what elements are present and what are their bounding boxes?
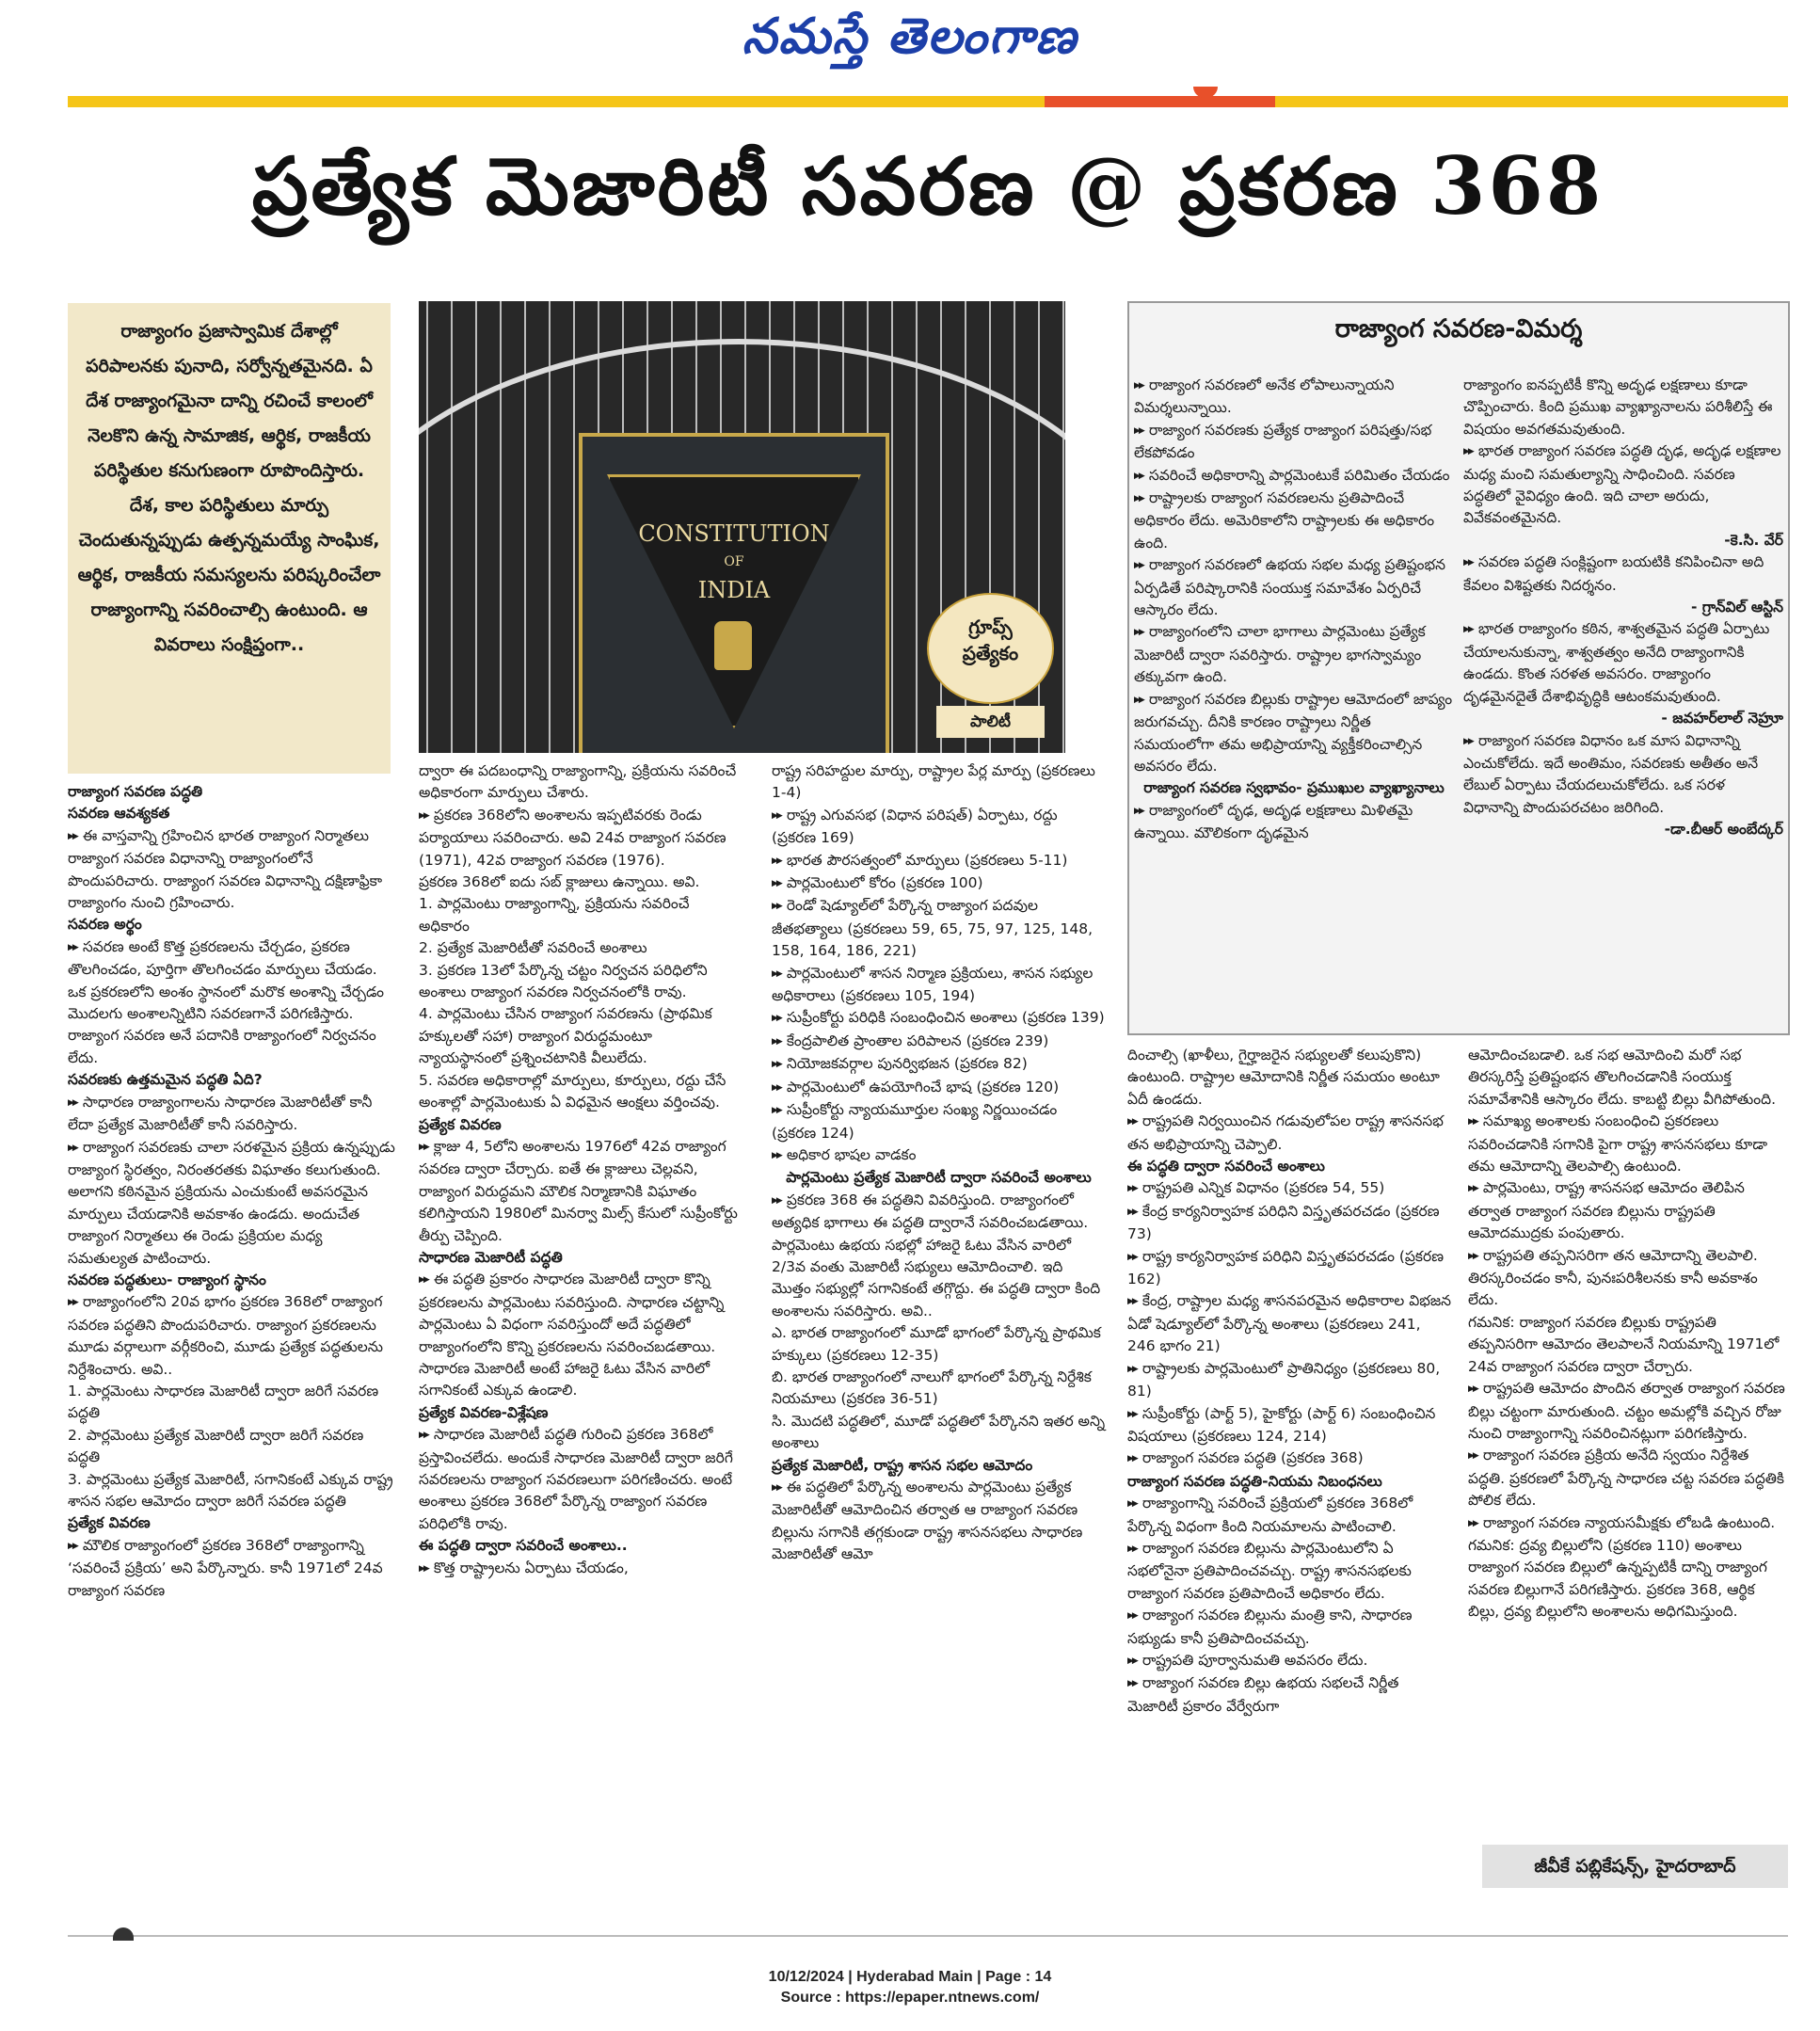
paragraph: ▶▶ సవరణ అంటే కొత్త ప్రకరణలను చేర్చడం, ప్రకరణ తొలగించడం, పూర్తిగా తొలగించడం మార్పులు చేయడం. ఒక ప్రకరణలోని అంశం స్థానంలో మరొక అంశాన్ని చేర్చడం మొదలగు అంశాలన్నిటిని సవరణగానే పరిగణిస్తారు. రాజ్యాంగ సవరణ అనే పదానికి రాజ్యాంగంలో నిర్వచనం లేదు. (68, 936, 397, 1069)
section-heading: ప్రత్యేక మెజారిటీ, రాష్ట్ర శాసన సభల ఆమోదం (772, 1456, 1033, 1474)
paragraph: ▶▶ క్లాజు 4, 5లోని అంశాలను 1976లో 42వ రాజ్యాంగ సవరణ ద్వారా చేర్చారు. ఐతే ఈ క్లాజులు చెల్లవని, రాజ్యాంగ విరుద్ధమని మౌలిక నిర్మాణానికి విఘాతం కలిగిస్తాయని 1980లో మినర్వా మిల్స్ కేసులో సుప్రీంకోర్టు తీర్పు చెప్పింది. (419, 1136, 739, 1247)
groups-badge (927, 593, 1054, 744)
paragraph: 3. పార్లమెంటు ప్రత్యేక మెజారిటీ, సగానికంటే ఎక్కువ రాష్ట్ర శాసన సభల ఆమోదం ద్వారా జరిగే సవరణ పద్ధతి (68, 1470, 393, 1510)
paragraph: ▶▶ సుప్రీంకోర్టు (పార్ట్ 5), హైకోర్టు (పార్ట్ 6) సంబంధించిన విషయాలు (ప్రకరణలు 124, 214) (1127, 1403, 1452, 1448)
article-column-3 (772, 760, 1106, 1566)
section-heading: పార్లమెంటు ప్రత్యేక మెజారిటీ ద్వారా సవరించే అంశాలు (786, 1169, 1092, 1187)
paragraph: ద్వారా ఈ పదబంధాన్ని రాజ్యాంగాన్ని, ప్రక్రియను సవరించే అధికారంగా మార్పులు చేశారు. (419, 762, 737, 802)
paragraph: ▶▶ కొత్త రాష్ట్రాలను ఏర్పాటు చేయడం, (419, 1558, 739, 1580)
paragraph: గమనిక: రాజ్యాంగ సవరణ బిల్లుకు రాష్ట్రపతి తప్పనిసరిగా ఆమోదం తెలపాలనే నియమాన్ని 1971లో 24వ రాజ్యాంగ సవరణ ద్వారా చేర్చారు. (1468, 1313, 1780, 1375)
sidebar-column-2 (1463, 375, 1783, 841)
badge-subject: పాలిటీ (936, 706, 1045, 738)
paragraph: - జవహర్‌లాల్ నెహ్రూ (1661, 710, 1783, 728)
paragraph: ▶▶ నియోజకవర్గాల పునర్విభజన (ప్రకరణ 82) (772, 1053, 1106, 1076)
paragraph: ▶▶ రాష్ట్రపతి నిర్వయించిన గడువులోపల రాష్ట్ర శాసనసభ తన అభిప్రాయాన్ని చెప్పాలి. (1127, 1111, 1452, 1156)
section-heading: ప్రత్యేక వివరణ (68, 1514, 151, 1532)
paragraph: ▶▶ ప్రకరణ 368 ఈ పద్ధతిని వివరిస్తుంది. రాజ్యాంగంలో అత్యధిక భాగాలు ఈ పద్ధతి ద్వారానే సవరించబడతాయి. పార్లమెంటు ఉభయ సభల్లో హాజరై ఓటు వేసిన వారిలో 2/3వ వంతు మెజారిటీ సభ్యులు ఆమోదించాలి. ఇది మొత్తం సభ్యుల్లో సగానికంటే తగ్గొద్దు. ఈ పద్ధతి ద్వారా కింది అంశాలను సవరిస్తారు. అవి.. (772, 1190, 1106, 1322)
intro-box: రాజ్యాంగం ప్రజాస్వామిక దేశాల్లో పరిపాలనకు పునాది, సర్వోన్నతమైనది. ఏ దేశ రాజ్యాంగమైనా దాన్ని రచించే కాలంలో నెలకొని ఉన్న సామాజిక, ఆర్థిక, రాజకీయ పరిస్థితుల కనుగుణంగా రూపొందిస్తారు. దేశ, కాల పరిస్థితులు మార్పు చెందుతున్నప్పుడు ఉత్పన్నమయ్యే సాంఘిక, ఆర్థిక, రాజకీయ సమస్యలను పరిష్కరించేలా రాజ్యాంగాన్ని సవరించాల్సి ఉంటుంది. ఆ వివరాలు సంక్షిప్తంగా.. (68, 303, 391, 774)
article-column-4 (1127, 1045, 1452, 1718)
paragraph: ▶▶ రాష్ట్రాలకు పార్లమెంటులో ప్రాతినిధ్యం (ప్రకరణలు 80, 81) (1127, 1358, 1452, 1403)
paragraph: ▶▶ కేంద్ర, రాష్ట్రాల మధ్య శాసనపరమైన అధికారాల విభజన ఏడో షెడ్యూల్‌లో పేర్కొన్న అంశాలు (ప్రకరణలు 241, 246 భాగం 21) (1127, 1290, 1452, 1357)
header-rule-accent (1045, 96, 1275, 107)
paragraph: ▶▶ రాజ్యాంగంలో దృఢ, అదృఢ లక్షణాలు మిళితమై ఉన్నాయి. మౌలికంగా దృఢమైన (1134, 800, 1454, 845)
footer-marker (113, 1927, 134, 1941)
paragraph: ▶▶ భారత రాజ్యాంగం కఠిన, శాశ్వతమైన పద్ధతి ఏర్పాటు చేయాలనుకున్నా, శాశ్వతత్వం అనేది రాజ్యాంగానికి ఉండదు. కొంత సరళత అవసరం. రాజ్యాంగం దృఢమైనదైతే దేశాభివృద్ధికి ఆటంకమవుతుంది. (1463, 618, 1783, 708)
paragraph: ▶▶ రాష్ట్ర ఎగువసభ (విధాన పరిషత్) ఏర్పాటు, రద్దు (ప్రకరణ 169) (772, 805, 1106, 850)
paragraph: దించాల్సి (ఖాళీలు, గైర్హాజరైన సభ్యులతో కలుపుకొని) ఉంటుంది. రాష్ట్రాల ఆమోదానికి నిర్ణీత సమయం అంటూ ఏదీ ఉండదు. (1127, 1047, 1440, 1108)
paragraph: ▶▶ రాజ్యాంగ సవరణ న్యాయసమీక్షకు లోబడి ఉంటుంది. (1468, 1512, 1790, 1535)
paragraph: ▶▶ రాజ్యాంగ సవరణలో అనేక లోపాలున్నాయని విమర్శలున్నాయి. (1134, 375, 1454, 420)
paragraph: 1. పార్లమెంటు రాజ్యాంగాన్ని, ప్రక్రియను సవరించే అధికారం (419, 895, 690, 935)
paragraph: ▶▶ మౌలిక రాజ్యాంగంలో ప్రకరణ 368లో రాజ్యాంగాన్ని ‘సవరించే ప్రక్రియ’ అని పేర్కొన్నారు. కానీ 1971లో 24వ రాజ్యాంగ సవరణ (68, 1535, 397, 1602)
paragraph: ప్రకరణ 368లో ఐదు సబ్ క్లాజులు ఉన్నాయి. అవి. (419, 873, 700, 891)
page-headline: ప్రత్యేక మెజారిటీ సవరణ @ ప్రకరణ 368 (251, 139, 1604, 232)
paragraph: ▶▶ కేంద్ర కార్యనిర్వాహక పరిధిని విస్తృతపరచడం (ప్రకరణ 73) (1127, 1201, 1452, 1246)
paragraph: ▶▶ పార్లమెంటులో శాసన నిర్మాణ ప్రక్రియలు, శాసన సభ్యుల అధికారాలు (ప్రకరణలు 105, 194) (772, 963, 1106, 1008)
constitution-book (579, 433, 889, 753)
paragraph: ▶▶ అధికార భాషల వాడకం (772, 1144, 1106, 1167)
publisher-credit: జీవీకే పబ్లికేషన్స్, హైదరాబాద్ (1482, 1845, 1788, 1888)
paragraph: సి. మొదటి పద్ధతిలో, మూడో పద్ధతిలో పేర్కొనని ఇతర అన్ని అంశాలు (772, 1412, 1106, 1452)
footer-rule (68, 1935, 1788, 1937)
sidebar-column-1 (1134, 375, 1454, 845)
paragraph: ▶▶ ఈ పద్ధతిలో పేర్కొన్న అంశాలను పార్లమెంటు ప్రత్యేక మెజారిటీతో ఆమోదించిన తర్వాత ఆ రాజ్యాంగ సవరణ బిల్లును సగానికి తగ్గకుండా రాష్ట్ర శాసనసభలు సాధారణ మెజారిటీతో ఆమో (772, 1477, 1106, 1566)
paragraph: ▶▶ రాష్ట్రపతి తప్పనిసరిగా తన ఆమోదాన్ని తెలపాలి. తిరస్కరించడం కానీ, పునఃపరిశీలనకు కానీ అవకాశం లేదు. (1468, 1245, 1790, 1312)
paragraph: ▶▶ రాజ్యాంగ సవరణకు ప్రత్యేక రాజ్యాంగ పరిషత్తు/సభ లేకపోవడం (1134, 420, 1454, 465)
paragraph: 5. సవరణ అధికారాల్లో మార్పులు, కూర్పులు, రద్దు చేసే అంశాల్లో పార్లమెంటుకు ఏ విధమైన ఆంక్షలు వర్తించవు. (419, 1071, 726, 1111)
book-title-of: OF (724, 554, 744, 569)
sidebar-title: రాజ్యాంగ సవరణ-విమర్శ (1334, 314, 1583, 344)
paragraph: ▶▶ సుప్రీంకోర్టు న్యాయమూర్తుల సంఖ్య నిర్ణయించడం (ప్రకరణ 124) (772, 1099, 1106, 1144)
section-heading: సాధారణ మెజారిటీ పద్ధతి (419, 1248, 563, 1266)
book-title-country: INDIA (697, 577, 771, 603)
paragraph: రాజ్యాంగం ఐనప్పటికీ కొన్ని అదృఢ లక్షణాలు కూడా చొప్పించారు. కింది ప్రముఖ వ్యాఖ్యానాలను పరిశీలిస్తే ఈ విషయం అవగతమవుతుంది. (1463, 376, 1773, 438)
paragraph: గమనిక: ద్రవ్య బిల్లులోని (ప్రకరణ 110) అంశాలు రాజ్యాంగ సవరణ బిల్లులో ఉన్నప్పటికీ దాన్ని రాజ్యాంగ సవరణ బిల్లుగానే పరిగణిస్తారు. ప్రకరణ 368, ఆర్థిక బిల్లు, ద్రవ్య బిల్లులోని అంశాలను అధిగమిస్తుంది. (1468, 1536, 1767, 1621)
book-title-line: CONSTITUTION (638, 520, 830, 547)
paragraph: ▶▶ ప్రకరణ 368లోని అంశాలను ఇప్పటివరకు రెండు పర్యాయాలు సవరించారు. అవి 24వ రాజ్యాంగ సవరణ (1971), 42వ రాజ్యాంగ సవరణ (1976). (419, 805, 739, 872)
paragraph: - గ్రాన్‌విల్ ఆస్టిన్ (1691, 599, 1783, 616)
section-heading: సవరణ పద్ధతులు- రాజ్యాంగ స్థానం (68, 1271, 266, 1288)
masthead-logo: నమస్తే తెలంగాణ (742, 8, 1078, 65)
paragraph: 4. పార్లమెంటు చేసిన రాజ్యాంగ సవరణను (ప్రాథమిక హక్కులతో సహా) రాజ్యాంగ విరుద్ధమంటూ న్యాయస్థానంలో ప్రశ్నించటానికి వీలులేదు. (419, 1005, 712, 1067)
footer-edition: 10/12/2024 | Hyderabad Main | Page : 14 (768, 1969, 1052, 1985)
section-heading: ప్రత్యేక వివరణ (419, 1115, 502, 1133)
paragraph: ▶▶ రాష్ట్రాలకు రాజ్యాంగ సవరణలను ప్రతిపాదించే అధికారం లేదు. అమెరికాలోని రాష్ట్రాలకు ఈ అధికారం ఉంది. (1134, 488, 1454, 554)
badge-line-1: గ్రూప్స్ (968, 616, 1013, 638)
paragraph: -డా.బీఆర్ అంబేద్కర్ (1664, 821, 1783, 839)
paragraph: ▶▶ సాధారణ మెజారిటీ పద్ధతి గురించి ప్రకరణ 368లో ప్రస్తావించలేదు. అందుకే సాధారణ మెజారిటీ ద్వారా జరిగే సవరణలను రాజ్యాంగ సవరణలుగా పరిగణించరు. అంటే అంశాలు ప్రకరణ 368లో పేర్కొన్న రాజ్యాంగ సవరణ పరిధిలోకి రావు. (419, 1424, 739, 1535)
article-column-5 (1468, 1045, 1790, 1623)
section-heading: రాజ్యాంగ సవరణ స్వభావం- ప్రముఖుల వ్యాఖ్యానాలు (1143, 779, 1445, 797)
paragraph: ▶▶ పార్లమెంటు, రాష్ట్ర శాసనసభ ఆమోదం తెలిపిన తర్వాత రాజ్యాంగ సవరణ బిల్లును రాష్ట్రపతి ఆమోదముద్రకు పంపుతారు. (1468, 1177, 1790, 1244)
header-rule (68, 96, 1788, 107)
paragraph: ▶▶ రాజ్యాంగ సవరణ బిల్లుకు రాష్ట్రాల ఆమోదంలో జాప్యం జరుగవచ్చు. దీనికి కారణం రాష్ట్రాలు నిర్ణీత సమయంలోగా తమ అభిప్రాయాన్ని వ్యక్తీకరించాల్సిన అవసరం లేదు. (1134, 689, 1454, 778)
paragraph: ▶▶ సవరణ పద్ధతి సంక్లిష్టంగా బయటికి కనిపించినా అది కేవలం విశిష్టతకు నిదర్శనం. (1463, 552, 1783, 597)
section-heading: ప్రత్యేక వివరణ-విశ్లేషణ (419, 1403, 549, 1421)
paragraph: ▶▶ రాజ్యాంగ సవరణలో ఉభయ సభల మధ్య ప్రతిష్టంభన ఏర్పడితే పరిష్కారానికి సంయుక్త సమావేశం ఏర్పరిచే ఆస్కారం లేదు. (1134, 554, 1454, 621)
section-heading: ఈ పద్ధతి ద్వారా సవరించే అంశాలు (1127, 1158, 1325, 1175)
paragraph: ▶▶ రాజ్యాంగ సవరణ బిల్లును పార్లమెంటులోని ఏ సభలోనైనా ప్రతిపాదించవచ్చు. రాష్ట్ర శాసనసభలకు రాజ్యాంగ సవరణ ప్రతిపాదించే అధికారం లేదు. (1127, 1538, 1452, 1605)
paragraph: ఎ. భారత రాజ్యాంగంలో మూడో భాగంలో పేర్కొన్న ప్రాథమిక హక్కులు (ప్రకరణలు 12-35) (772, 1324, 1101, 1364)
paragraph: బి. భారత రాజ్యాంగంలో నాలుగో భాగంలో పేర్కొన్న నిర్దేశిక నియమాలు (ప్రకరణ 36-51) (772, 1367, 1092, 1408)
paragraph: ▶▶ రాష్ట్రపతి పూర్వానుమతి అవసరం లేదు. (1127, 1650, 1452, 1672)
paragraph: ▶▶ పార్లమెంటులో కోరం (ప్రకరణ 100) (772, 872, 1106, 895)
paragraph: ▶▶ ఈ వాస్తవాన్ని గ్రహించిన భారత రాజ్యాంగ నిర్మాతలు రాజ్యాంగ సవరణ విధానాన్ని రాజ్యాంగంలోనే పొందుపరిచారు. రాజ్యాంగ సవరణ విధానాన్ని దక్షిణాఫ్రికా రాజ్యాంగం నుంచి గ్రహించారు. (68, 825, 397, 915)
paragraph: ▶▶ రాజ్యాంగ సవరణ పద్ధతి (ప్రకరణ 368) (1127, 1447, 1452, 1470)
paragraph: ▶▶ భారత పౌరసత్వంలో మార్పులు (ప్రకరణలు 5-11) (772, 850, 1106, 872)
paragraph: ▶▶ సాధారణ రాజ్యాంగాలను సాధారణ మెజారిటీతో కానీ లేదా ప్రత్యేక మెజారిటీతో కానీ సవరిస్తారు. (68, 1092, 397, 1137)
paragraph: 1. పార్లమెంటు సాధారణ మెజారిటీ ద్వారా జరిగే సవరణ పద్ధతి (68, 1382, 379, 1422)
paragraph: 2. పార్లమెంటు ప్రత్యేక మెజారిటీ ద్వారా జరిగే సవరణ పద్ధతి (68, 1426, 364, 1466)
groups-badge-circle (927, 593, 1054, 704)
book-title (583, 520, 886, 604)
paragraph: ▶▶ సుప్రీంకోర్టు పరిధికి సంబంధించిన అంశాలు (ప్రకరణ 139) (772, 1007, 1106, 1030)
paragraph: ▶▶ రాష్ట్ర కార్యనిర్వాహక పరిధిని విస్తృతపరచడం (ప్రకరణ 162) (1127, 1246, 1452, 1291)
article-column-1 (68, 781, 397, 1602)
paragraph: ▶▶ ఈ పద్ధతి ప్రకారం సాధారణ మెజారిటీ ద్వారా కొన్ని ప్రకరణలను పార్లమెంటు సవరిస్తుంది. సాధారణ చట్టాన్ని పార్లమెంటు ఏ విధంగా సవరిస్తుందో అదే పద్ధతిలో రాజ్యాంగంలోని కొన్ని ప్రకరణలను సవరించబడతాయి. సాధారణ మెజారిటీ అంటే హాజరై ఓటు వేసిన వారిలో సగానికంటే ఎక్కువ ఉండాలి. (419, 1269, 739, 1401)
paragraph: ▶▶ రాజ్యాంగంలోని 20వ భాగం ప్రకరణ 368లో రాజ్యాంగ సవరణ పద్ధతిని పొందుపరిచారు. రాజ్యాంగ ప్రకరణలను మూడు వర్గాలుగా వర్గీకరించి, మూడు ప్రత్యేక పద్ధతులను నిర్దేశించారు. అవి.. (68, 1291, 397, 1381)
article-column-2 (419, 760, 739, 1580)
section-heading: సవరణ ఆవశ్యకత (68, 805, 170, 823)
paragraph: ▶▶ భారత రాజ్యాంగ సవరణ పద్ధతి దృఢ, అదృఢ లక్షణాల మధ్య మంచి సమతుల్యాన్ని సాధించింది. సవరణ పద్ధతిలో వైవిధ్యం ఉంది. ఇది చాలా అరుదు, వివేకవంతమైనది. (1463, 440, 1783, 530)
national-emblem-icon (714, 621, 752, 670)
section-heading: సవరణ అర్థం (68, 916, 142, 934)
paragraph: 3. ప్రకరణ 13లో పేర్కొన్న చట్టం నిర్వచన పరిధిలోని అంశాలు రాజ్యాంగ సవరణ నిర్వచనంలోకి రావు. (419, 961, 708, 1001)
paragraph: ▶▶ సవరించే అధికారాన్ని పార్లమెంటుకే పరిమితం చేయడం (1134, 465, 1454, 488)
paragraph: ▶▶ రాజ్యాంగాన్ని సవరించే ప్రక్రియలో ప్రకరణ 368లో పేర్కొన్న విధంగా కింది నియమాలను పాటించాలి. (1127, 1493, 1452, 1538)
paragraph: ▶▶ సమాఖ్య అంశాలకు సంబంధించి ప్రకరణలు సవరించడానికి సగానికి పైగా రాష్ట్ర శాసనసభలు కూడా తమ ఆమోదాన్ని తెలపాల్సి ఉంటుంది. (1468, 1111, 1790, 1177)
paragraph: ▶▶ కేంద్రపాలిత ప్రాంతాల పరిపాలన (ప్రకరణ 239) (772, 1031, 1106, 1053)
page-footer (0, 1967, 1820, 2008)
section-heading: రాజ్యాంగ సవరణ పద్ధతి-నియమ నిబంధనలు (1127, 1472, 1382, 1490)
paragraph: ▶▶ రెండో షెడ్యూల్‌లో పేర్కొన్న రాజ్యాంగ పదవుల జీతభత్యాలు (ప్రకరణలు 59, 65, 75, 97, 125, 148, 158, 164, 186, 221) (772, 895, 1106, 962)
section-heading: రాజ్యాంగ సవరణ పద్ధతి (68, 783, 203, 800)
paragraph: -కె.సి. వేర్ (1724, 531, 1783, 549)
paragraph: 2. ప్రత్యేక మెజారిటీతో సవరించే అంశాలు (419, 939, 647, 957)
constitution-photo (419, 301, 1065, 753)
paragraph: ▶▶ రాజ్యాంగంలోని చాలా భాగాలు పార్లమెంటు ప్రత్యేక మెజారిటీ ద్వారా సవరిస్తారు. రాష్ట్రాల భాగస్వామ్యం తక్కువగా ఉంది. (1134, 621, 1454, 688)
paragraph: ఆమోదించబడాలి. ఒక సభ ఆమోదించి మరో సభ తిరస్కరిస్తే ప్రతిష్టంభన తొలగించడానికి సంయుక్త సమావేశానికి ఆస్కారం లేదు. కాబట్టి బిల్లు వీగిపోతుంది. (1468, 1047, 1777, 1108)
section-heading: ఈ పద్ధతి ద్వారా సవరించే అంశాలు.. (419, 1537, 628, 1555)
badge-line-2: ప్రత్యేకం (962, 642, 1019, 664)
section-heading: సవరణకు ఉత్తమమైన పద్ధతి ఏది? (68, 1071, 263, 1089)
paragraph: ▶▶ పార్లమెంటులో ఉపయోగించే భాష (ప్రకరణ 120) (772, 1077, 1106, 1099)
paragraph: రాష్ట్ర సరిహద్దుల మార్పు, రాష్ట్రాల పేర్ల మార్పు (ప్రకరణలు 1-4) (772, 762, 1095, 802)
paragraph: ▶▶ రాజ్యాంగ సవరణ బిల్లును మంత్రి కాని, సాధారణ సభ్యుడు కానీ ప్రతిపాదించవచ్చు. (1127, 1605, 1452, 1650)
paragraph: ▶▶ రాష్ట్రపతి ఆమోదం పొందిన తర్వాత రాజ్యాంగ సవరణ బిల్లు చట్టంగా మారుతుంది. చట్టం అమల్లోకి వచ్చిన రోజు నుంచి రాజ్యాంగాన్ని సవరించినట్లుగా పరిగణిస్తారు. (1468, 1378, 1790, 1445)
paragraph: ▶▶ రాజ్యాంగ సవరణ విధానం ఒక మాస విధానాన్ని ఎంచుకోలేదు. ఇదే అంతిమం, సవరణకు అతీతం అనే లేబుల్ ఏర్పాటు చేయదలుచుకోలేదు. ఒక సరళ విధానాన్ని పొందుపరచటం జరిగింది. (1463, 730, 1783, 820)
paragraph: ▶▶ రాజ్యాంగ సవరణకు చాలా సరళమైన ప్రక్రియ ఉన్నప్పుడు రాజ్యాంగ స్థిరత్వం, నిరంతరతకు విఘాతం కలుగుతుంది. అలాగని కఠినమైన ప్రక్రియను ఎంచుకుంటే అవసరమైన మార్పులు చేయడానికి అవకాశం ఉండదు. అందుచేత రాజ్యాంగ నిర్మాతలు ఈ రెండు ప్రక్రియల మధ్య సమతుల్యత పాటించారు. (68, 1137, 397, 1270)
paragraph: ▶▶ రాజ్యాంగ సవరణ బిల్లు ఉభయ సభలచే నిర్ణీత మెజారిటీ ప్రకారం వేర్వేరుగా (1127, 1672, 1452, 1718)
paragraph: ▶▶ రాజ్యాంగ సవరణ ప్రక్రియ అనేది స్వయం నిర్దేశిత పద్ధతి. ప్రకరణలో పేర్కొన్న సాధారణ చట్ట సవరణ పద్ధతికి పోలిక లేదు. (1468, 1445, 1790, 1511)
paragraph: ▶▶ రాష్ట్రపతి ఎన్నిక విధానం (ప్రకరణ 54, 55) (1127, 1177, 1452, 1200)
footer-source: Source : https://epaper.ntnews.com/ (780, 1990, 1040, 2006)
